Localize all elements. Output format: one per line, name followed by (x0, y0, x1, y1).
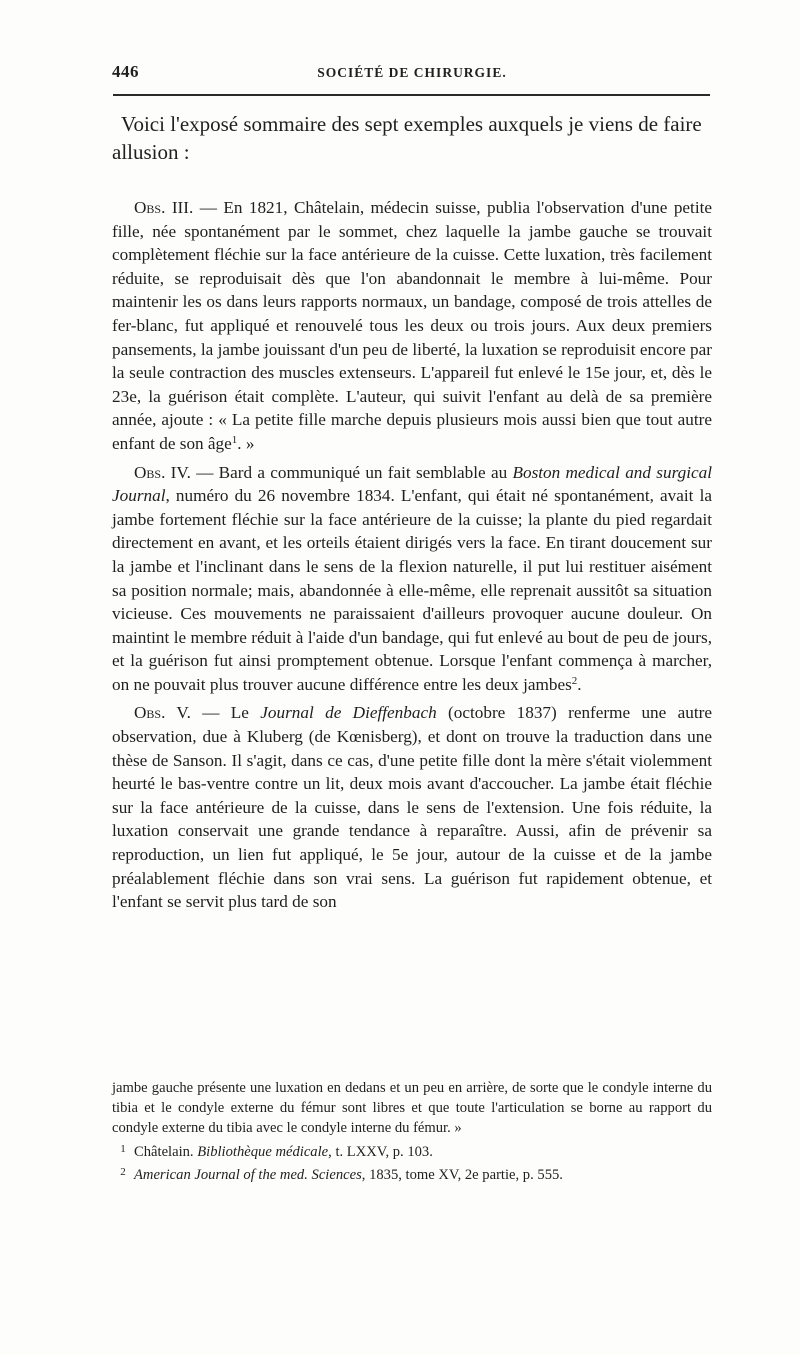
observation-text: — Le (190, 703, 261, 723)
page-header (112, 60, 712, 86)
footnote-mark: 1 (120, 1142, 126, 1155)
observation-text: (octobre 1837) renferme une autre observation, due à Kluberg (de Kœnisberg), et dont on trouve la traduction dans une thèse de Sanson. Il s'agit, dans ce cas, d'une petite fille dont la mère s'était violemment heurté le bas-ventre contre un lit, deux mois avant d'accoucher. La jambe était fléchie sur la face antérieure de la cuisse, dans le sens de l'extension. Une fois réduite, la luxation conservait une grande tendance à reparaître. Aussi, afin de prévenir sa reproduction, un lien fut appliqué, le 5e jour, autour de la cuisse et de la jambe préalablement fléchie dans son vrai sens. La guérison fut rapidement obtenue, et l'enfant se servit plus tard de son (112, 703, 712, 912)
footnote-continuation: jambe gauche présente une luxation en dedans et un peu en arrière, de sorte que le condyle interne du tibia et le condyle externe du fémur sont libres et que toute l'articulation se borne au rapport du condyle externe du tibia avec le condyle interne du fémur. » (112, 1080, 712, 1137)
observation-text: — Bard a communiqué un fait semblable au (190, 462, 513, 482)
footnote-mark: 2 (120, 1165, 126, 1178)
observation-3 (112, 196, 712, 456)
footnote-ref: 1 (231, 433, 238, 446)
footnote-author: Châtelain. (134, 1143, 198, 1160)
footnote-2 (112, 1162, 712, 1185)
observation-tail: . (577, 674, 582, 694)
observation-label: Obs. IV. (134, 462, 191, 482)
observation-tail: . » (237, 433, 255, 453)
footnote-rest: , t. LXXV, p. 103. (328, 1143, 433, 1160)
journal-title: Boston medical and surgical Journal (112, 462, 712, 506)
footnotes (112, 1078, 712, 1185)
footnote-title: American Journal of the med. Sciences (134, 1166, 362, 1183)
page-number: 446 (112, 62, 139, 81)
footnote-title: Bibliothèque médicale (197, 1143, 329, 1160)
running-head: SOCIÉTÉ DE CHIRURGIE. (317, 65, 507, 80)
footnote-1 (112, 1139, 712, 1162)
observation-text: , numéro du 26 novembre 1834. L'enfant, qui était né spontanément, avait la jambe fortement fléchie sur la face antérieure de la cuisse; la plante du pied regardait directement en avant, et les orteils étaient dirigés vers la face. En tirant doucement sur la jambe et l'inclinant dans le sens de la flexion naturelle, il put lui restituer aisément sa position normale; mais, abandonnée à elle-même, elle reprenait aussitôt sa situation vicieuse. Ces mouvements ne paraissaient d'ailleurs provoquer aucune douleur. On maintint le membre réduit à l'aide d'un bandage, qui fut enlevé au bout de peu de jours, et la guérison fut ainsi promptement obtenue. Lorsque l'enfant commença à marcher, on ne pouvait plus trouver aucune différence entre les deux jambes (112, 486, 712, 694)
observation-text: — En 1821, Châtelain, médecin suisse, publia l'observation d'une petite fille, née spontanément par le sommet, chez laquelle la jambe gauche se trouvait complètement fléchie sur la face antérieure de la cuisse. Cette luxation, très facilement réduite, se reproduisait dès que l'on abandonnait le membre à lui-même. Pour maintenir les os dans leurs rapports normaux, un bandage, composé de trois attelles de fer-blanc, fut appliqué et renouvelé tous les deux ou trois jours. Aux deux premiers pansements, la jambe jouissant d'un peu de liberté, la luxation se reproduisit encore par la seule contraction des muscles extenseurs. L'appareil fut enlevé le 15e jour, et, dès le 23e, la guérison était complète. L'auteur, qui suivit l'enfant au delà de sa première année, ajoute : « La petite fille marche depuis plusieurs mois aussi bien que tout autre enfant de son âge (112, 198, 712, 453)
observation-label: Obs. V. (134, 703, 191, 723)
header-rule (113, 94, 710, 96)
observation-4 (112, 461, 712, 697)
footnote-rest: , 1835, tome XV, 2e partie, p. 555. (361, 1166, 563, 1183)
main-text (112, 110, 712, 919)
observation-5 (112, 701, 712, 913)
intro-paragraph: Voici l'exposé sommaire des sept exemples auxquels je viens de faire allusion : (112, 112, 702, 164)
footnote-ref: 2 (571, 674, 578, 687)
observation-label: Obs. III. (134, 198, 194, 217)
journal-title: Journal de Dieffenbach (260, 703, 437, 723)
